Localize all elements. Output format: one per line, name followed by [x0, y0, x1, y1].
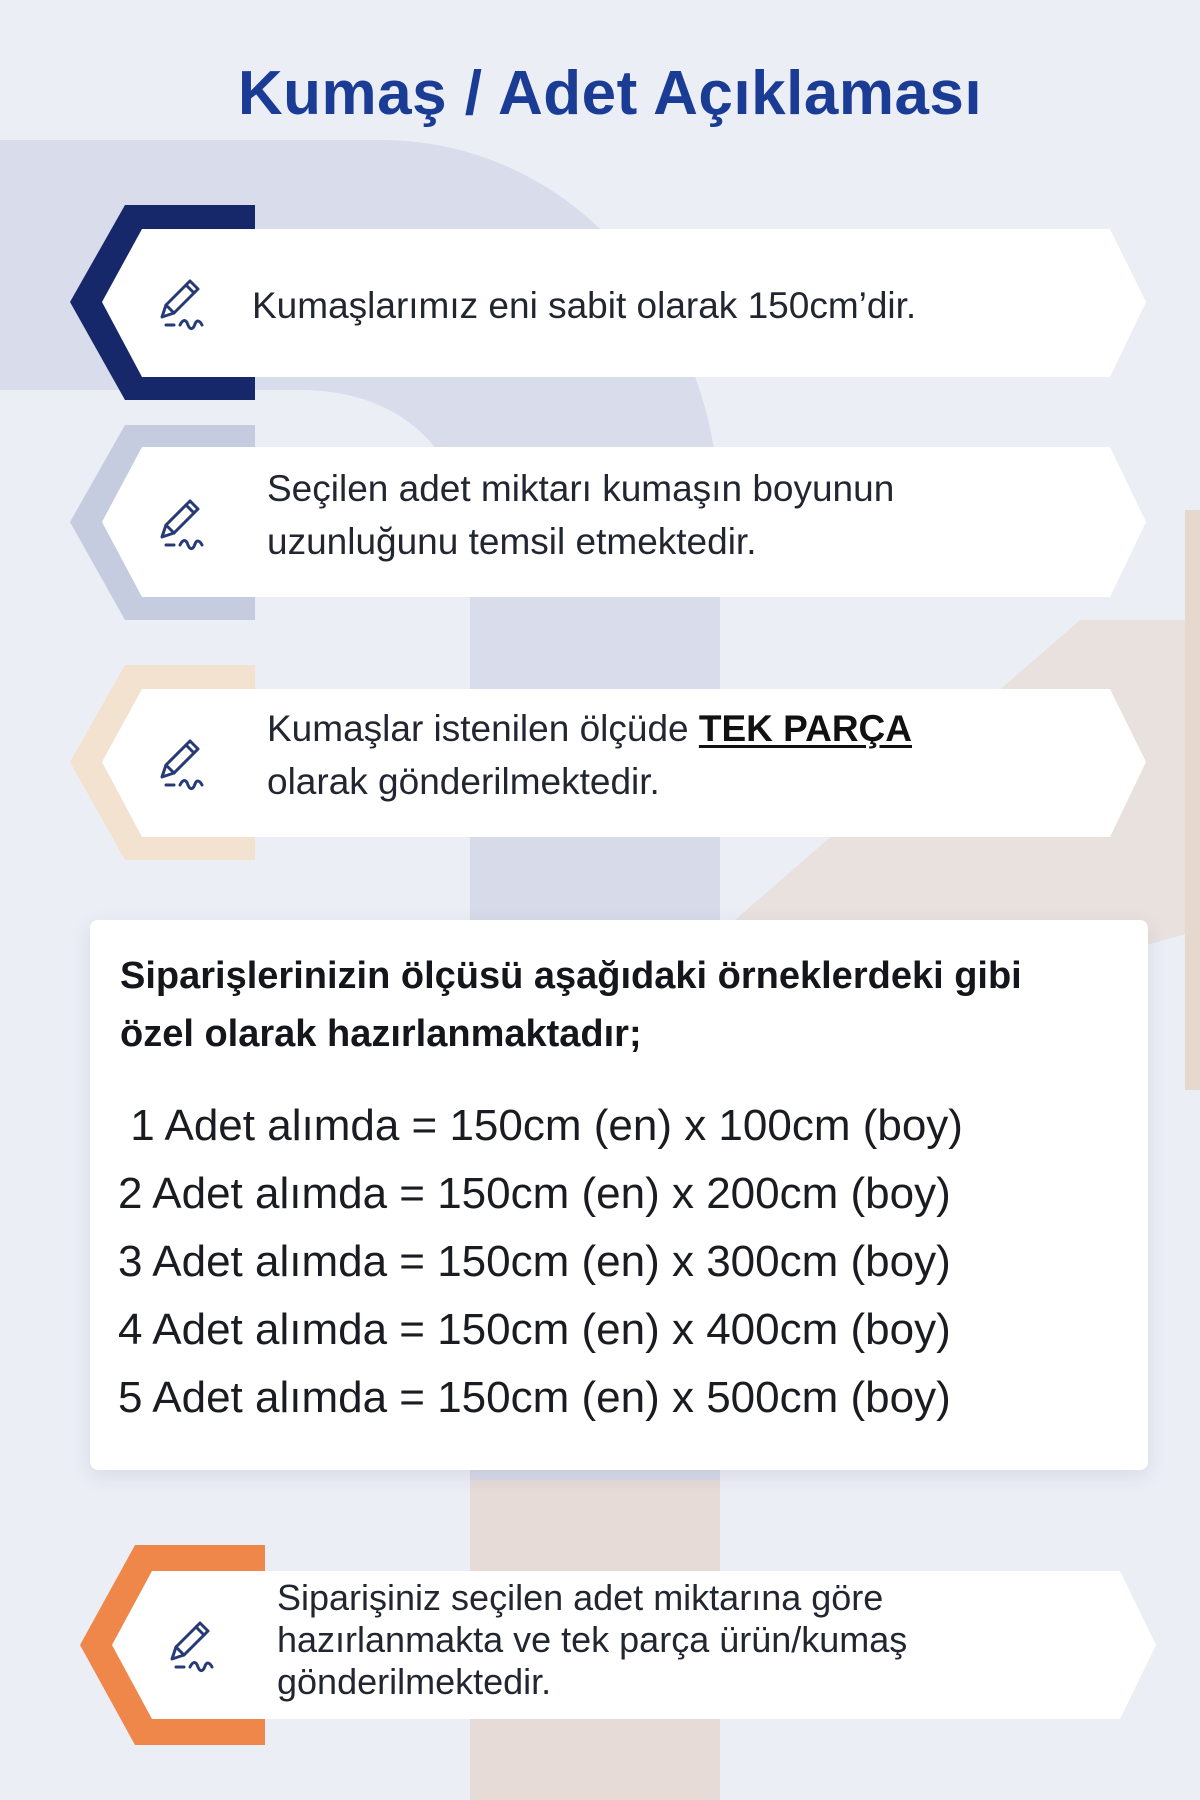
- example-item: 3 Adet alımda = 150cm (en) x 300cm (boy): [118, 1237, 951, 1286]
- page-title: Kumaş / Adet Açıklaması: [237, 59, 983, 128]
- tek-parca-emphasis: TEK PARÇA: [698, 708, 912, 749]
- info-card-single-piece: [70, 665, 1150, 860]
- info-card-fabric-width: [70, 205, 1150, 400]
- card-text: Seçilen adet miktarı kumaşın boyunun uzunluğunu temsil etmektedir.: [267, 468, 895, 562]
- pen-signature-icon: [152, 735, 212, 791]
- example-item: 4 Adet alımda = 150cm (en) x 400cm (boy): [118, 1305, 951, 1354]
- example-item: 2 Adet alımda = 150cm (en) x 200cm (boy): [118, 1169, 951, 1218]
- example-item: 5 Adet alımda = 150cm (en) x 500cm (boy): [118, 1373, 951, 1422]
- card-text: Siparişiniz seçilen adet miktarına göre hazırlanmakta ve tek parça ürün/kumaş gönderilmektedir.: [277, 1577, 908, 1703]
- info-card-quantity-length: [70, 425, 1150, 620]
- info-card-order-summary: [80, 1545, 1160, 1745]
- examples-heading: Siparişlerinizin ölçüsü aşağıdaki örneklerdeki gibi özel olarak hazırlanmaktadır;: [120, 955, 1022, 1055]
- pen-signature-icon: [162, 1617, 222, 1673]
- examples-card: [90, 920, 1148, 1470]
- example-item: 1 Adet alımda = 150cm (en) x 100cm (boy): [118, 1101, 963, 1150]
- examples-list: [118, 1092, 963, 1432]
- card-text: Kumaşlar istenilen ölçüde TEK PARÇA olarak gönderilmektedir.: [267, 708, 912, 802]
- card-text: Kumaşlarımız eni sabit olarak 150cm’dir.: [252, 285, 917, 326]
- pen-signature-icon: [152, 495, 212, 551]
- pen-signature-icon: [152, 275, 212, 331]
